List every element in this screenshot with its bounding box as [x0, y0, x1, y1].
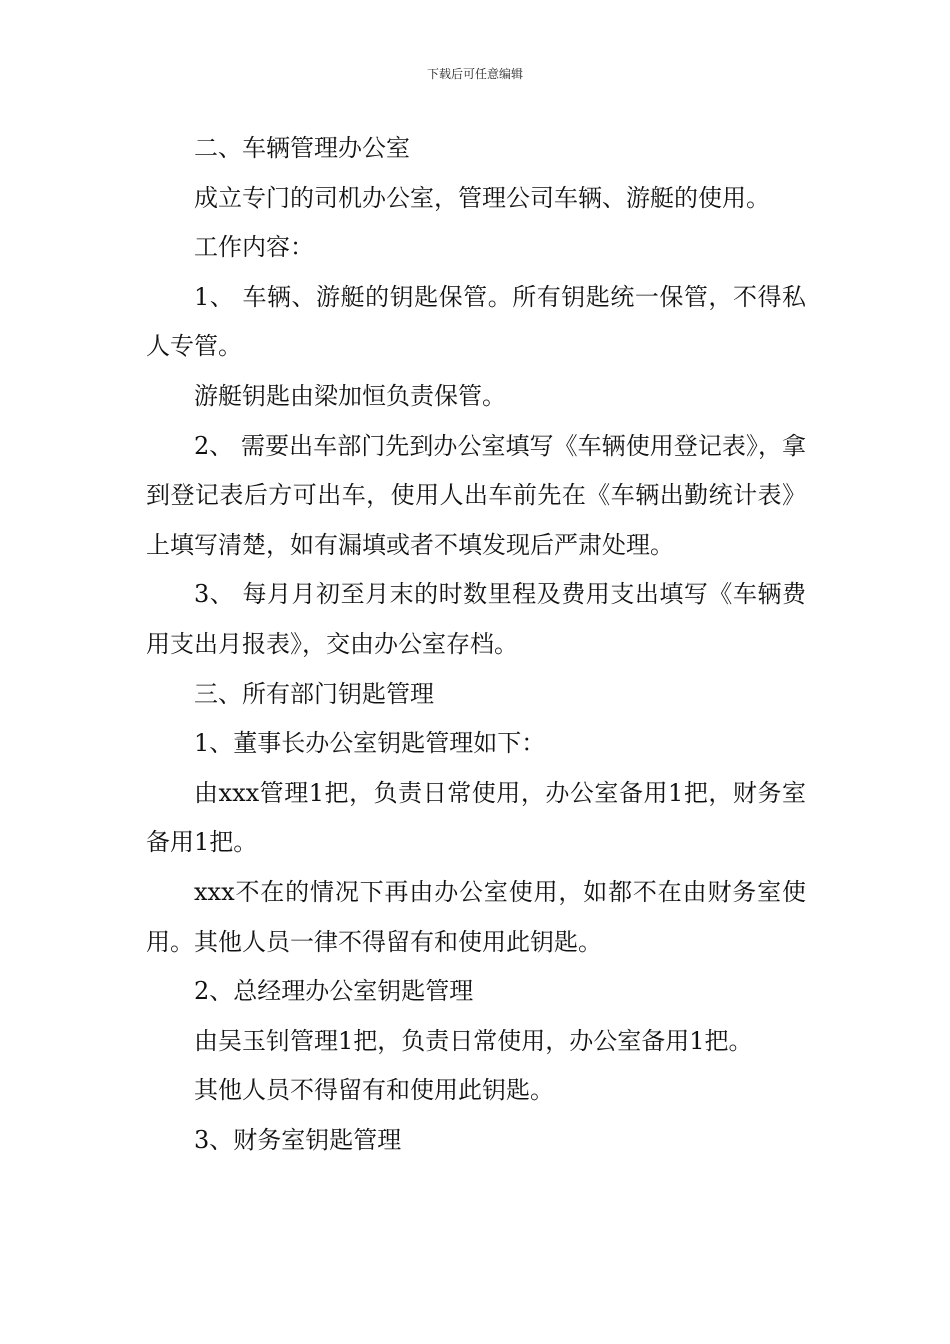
paragraph: xxx不在的情况下再由办公室使用，如都不在由财务室使用。其他人员一律不得留有和使用此钥匙。 [146, 877, 806, 956]
document-body [146, 124, 806, 1165]
page-header-note: 下载后可任意编辑 [426, 67, 523, 81]
list-item: 2、 需要出车部门先到办公室填写《车辆使用登记表》，拿到登记表后方可出车，使用人出车前先在《车辆出勤统计表》上填写清楚，如有漏填或者不填发现后严肃处理。 [146, 431, 806, 559]
paragraph: 工作内容： [194, 233, 314, 262]
paragraph: 由xxx管理1把，负责日常使用，办公室备用1把，财务室备用1把。 [146, 778, 806, 857]
paragraph: 由吴玉钊管理1把，负责日常使用，办公室备用1把。 [194, 1026, 753, 1055]
section-heading-vehicle-office: 二、车辆管理办公室 [194, 134, 410, 162]
paragraph: 其他人员不得留有和使用此钥匙。 [194, 1076, 554, 1105]
paragraph: 游艇钥匙由梁加恒负责保管。 [194, 381, 506, 410]
list-item: 3、 每月月初至月末的时数里程及费用支出填写《车辆费用支出月报表》，交由办公室存档。 [146, 580, 806, 658]
list-item: 3、财务室钥匙管理 [194, 1125, 402, 1154]
list-item: 1、董事长办公室钥匙管理如下： [194, 729, 546, 758]
paragraph: 成立专门的司机办公室，管理公司车辆、游艇的使用。 [194, 183, 770, 212]
section-heading-key-management: 三、所有部门钥匙管理 [194, 679, 434, 708]
list-item: 1、 车辆、游艇的钥匙保管。所有钥匙统一保管，不得私人专管。 [146, 282, 806, 361]
list-item: 2、总经理办公室钥匙管理 [194, 977, 474, 1006]
